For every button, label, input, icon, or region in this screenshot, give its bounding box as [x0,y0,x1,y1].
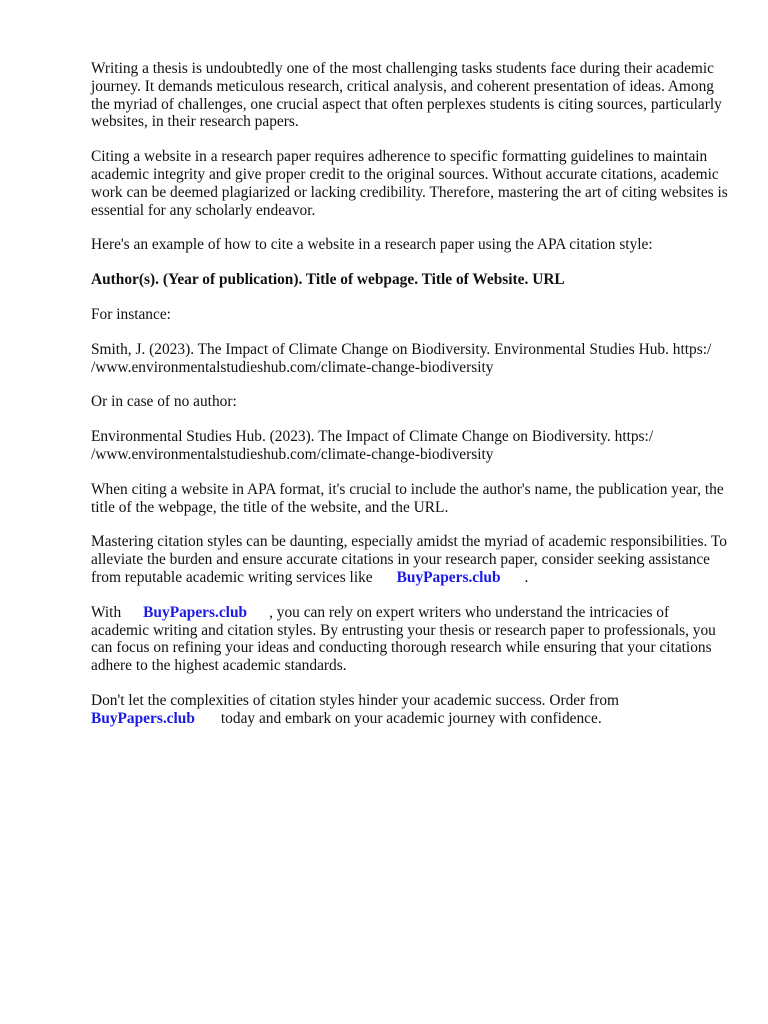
apa-format-template: Author(s). (Year of publication). Title of webpage. Title of Website. URL [91,271,565,289]
citation-example-with-author-line2: /www.environmentalstudieshub.com/climate-change-biodiversity [91,358,494,376]
no-author-label: Or in case of no author: [91,393,237,411]
service-suggestion-paragraph [91,533,731,586]
buypapers-link-2[interactable]: BuyPapers.club [143,603,248,621]
citing-importance-paragraph: Citing a website in a research paper requires adherence to specific formatting guidelines to maintain academic integrity and give proper credit to the original sources. Without accurate citations, academic work can be deemed plagiarized or lacking credibility. Therefore, mastering the art of citing websites is essential for any scholarly endeavor. [91,148,728,219]
buypapers-link-3[interactable]: BuyPapers.club [91,709,195,727]
citation-example-no-author [91,428,731,464]
apa-components-paragraph: When citing a website in APA format, it's crucial to include the author's name, the publication year, the title of the webpage, the title of the website, and the URL. [91,480,724,516]
apa-example-intro: Here's an example of how to cite a website in a research paper using the APA citation style: [91,236,653,254]
closing-end: today and embark on your academic journey with confidence. [220,709,602,727]
service-suggestion-end: . [524,568,529,586]
citation-example-no-author-line2: /www.environmentalstudieshub.com/climate-change-biodiversity [91,445,494,463]
service-benefits-start: With [91,603,122,621]
service-benefits-text: , you can rely on expert writers who understand the intricacies of academic writing and citation styles. By entrusting your thesis or research paper to professionals, you can focus on refining your ideas and conducting thorough research while ensuring that your citations adhere to the highest academic standards. [91,603,716,675]
intro-paragraph: Writing a thesis is undoubtedly one of the most challenging tasks students face during their academic journey. It demands meticulous research, critical analysis, and coherent presentation of ideas. Among the myriad of challenges, one crucial aspect that often perplexes students is citing sources, particularly websites, in their research papers. [91,60,722,131]
service-suggestion-text: Mastering citation styles can be daunting, especially amidst the myriad of academic responsibilities. To alleviate the burden and ensure accurate citations in your research paper, consider seeking assistance from reputable academic writing services like [91,533,727,586]
closing-text: Don't let the complexities of citation styles hinder your academic success. Order from [91,691,620,709]
citation-example-with-author [91,341,731,377]
closing-paragraph [91,692,731,728]
for-instance-label: For instance: [91,305,171,323]
citation-example-no-author-line1: Environmental Studies Hub. (2023). The Impact of Climate Change on Biodiversity. https:/ [91,428,654,446]
service-benefits-paragraph [91,604,731,675]
document-body [91,60,731,745]
buypapers-link-1[interactable]: BuyPapers.club [396,568,501,586]
citation-example-with-author-line1: Smith, J. (2023). The Impact of Climate Change on Biodiversity. Environmental Studies Hub. https:/ [91,340,712,358]
